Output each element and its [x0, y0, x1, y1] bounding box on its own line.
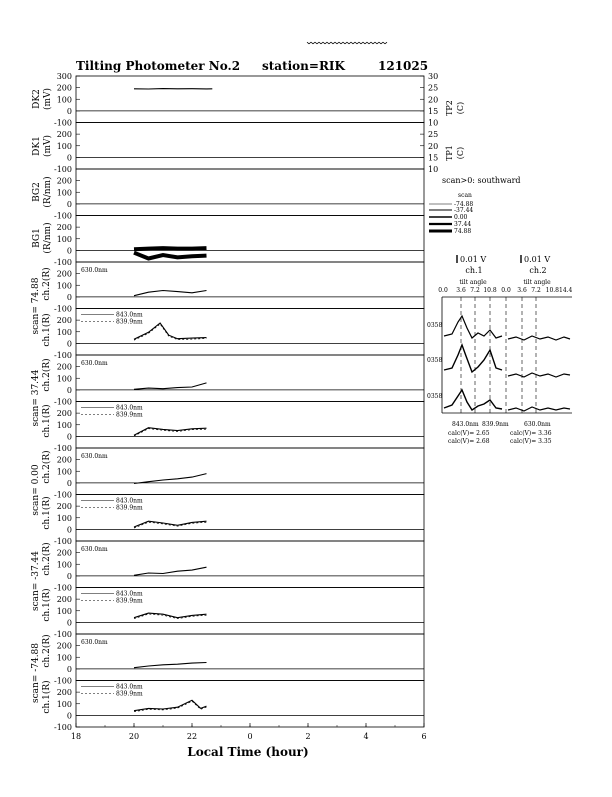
tp1-label: TP1: [445, 145, 454, 161]
ch1-wavelengths-a: 843.0nm: [452, 421, 479, 428]
series-dashed-14-0: [134, 701, 207, 712]
ytick-label-9-4: -100: [54, 491, 72, 500]
panel-frame-13: [76, 634, 424, 681]
ch1-label-4: ch.1(R): [41, 588, 52, 621]
ytick-label-11-3: 0: [67, 572, 72, 581]
temp-tick-label-2-1: 25: [428, 130, 438, 139]
ch1-angle-3: 7.2: [470, 287, 480, 294]
ytick-label-5-3: 0: [67, 293, 72, 302]
temp-tick-label-1-1: 25: [428, 84, 438, 93]
ytick-label-1-3: 0: [67, 107, 72, 116]
ytick-label-13-1: 200: [57, 642, 72, 651]
xtick-label-1: 20: [129, 732, 139, 741]
scan-label-5: scan= -74.88: [31, 643, 41, 703]
temp-tick-label-1-3: 15: [428, 107, 438, 116]
ytick-label-7-3: 0: [67, 386, 72, 395]
dk1-label: DK1: [32, 136, 42, 156]
series-line-10-0: [134, 521, 207, 527]
ch1-angle-1: 0.0: [438, 287, 448, 294]
temp-tick-label-2-4: 10: [428, 165, 438, 174]
ch2-label-2: ch.2(R): [41, 358, 52, 391]
chart-marks: [54, 42, 438, 741]
panel-frame-7: [76, 355, 424, 402]
series-line-8-0: [134, 428, 207, 436]
legend-630-3: 630.0nm: [81, 453, 108, 460]
series-line-13-0: [134, 663, 207, 668]
profile-time-2: 0358: [427, 357, 442, 364]
profile-time-1: 0358: [427, 322, 442, 329]
series-line-7-0: [134, 383, 207, 389]
ch1-label-5: ch.1(R): [41, 680, 52, 713]
series-line-6-0: [134, 323, 207, 339]
bg1-unit: (R/nm): [42, 222, 53, 253]
ytick-label-7-1: 200: [57, 363, 72, 372]
legend-843-1: 843.0nm: [116, 312, 143, 319]
ytick-label-14-2: 100: [57, 700, 72, 709]
xtick-label-3: 0: [247, 732, 252, 741]
ch2-title: ch.2: [529, 266, 546, 275]
ytick-label-6-1: 200: [57, 316, 72, 325]
series-line-4-1: [134, 248, 207, 249]
ytick-label-4-2: 100: [57, 235, 72, 244]
ytick-label-12-4: -100: [54, 630, 72, 639]
legend-630-5: 630.0nm: [81, 639, 108, 646]
legend-839-4: 839.9nm: [116, 598, 143, 605]
date-label: 121025: [378, 59, 428, 73]
series-line-5-0: [134, 291, 207, 296]
ytick-label-6-4: -100: [54, 351, 72, 360]
ytick-label-6-3: 0: [67, 339, 72, 348]
ch1-wavelengths-b: 839.9nm: [482, 421, 509, 428]
station-label: station=RIK: [262, 59, 346, 73]
ytick-label-14-3: 0: [67, 711, 72, 720]
ytick-label-8-4: -100: [54, 444, 72, 453]
series-line-11-0: [134, 567, 207, 575]
ch1-label-1: ch.1(R): [41, 313, 52, 346]
ch1-profile-1: [444, 316, 502, 338]
ytick-label-5-4: -100: [54, 305, 72, 314]
ytick-label-3-1: 200: [57, 177, 72, 186]
temp-tick-label-1-0: 30: [428, 72, 438, 81]
panel-frame-5: [76, 262, 424, 309]
ch2-profile-2: [508, 373, 570, 377]
ytick-label-9-3: 0: [67, 479, 72, 488]
ytick-label-10-3: 0: [67, 525, 72, 534]
legend-839-3: 839.9nm: [116, 505, 143, 512]
scan-label-1: scan= 74.88: [31, 277, 41, 334]
legend-item-2: -37.44: [454, 207, 473, 214]
ch2-tilt-label: tilt angle: [523, 279, 551, 286]
dk2-unit: (mV): [42, 88, 53, 110]
ytick-label-4-4: -100: [54, 258, 72, 267]
tp2-label: TP2: [445, 100, 454, 116]
xtick-label-2: 22: [187, 732, 197, 741]
panel-frame-4: [76, 216, 424, 263]
bg1-label: BG1: [32, 228, 42, 248]
ytick-label-11-4: -100: [54, 584, 72, 593]
ch2-label-5: ch.2(R): [41, 634, 52, 667]
ch2-calc-2: calc(V)= 3.35: [510, 438, 552, 445]
ch2-label-4: ch.2(R): [41, 542, 52, 575]
ytick-label-4-1: 200: [57, 223, 72, 232]
header-trace: [307, 42, 387, 44]
legend-item-1: -74.88: [454, 201, 473, 208]
legend-630-2: 630.0nm: [81, 360, 108, 367]
bg2-label: BG2: [32, 182, 42, 202]
ch2-label-1: ch.2(R): [41, 267, 52, 300]
scan-legend-title: scan: [458, 192, 472, 199]
ytick-label-5-1: 200: [57, 270, 72, 279]
ch1-calc-2: calc(V)= 2.68: [448, 438, 490, 445]
temp-tick-label-2-2: 20: [428, 142, 438, 151]
tilt-profile-panel: [427, 255, 573, 445]
legend-843-5: 843.0nm: [116, 684, 143, 691]
profile-time-3: 0358: [427, 393, 442, 400]
ytick-label-3-2: 100: [57, 188, 72, 197]
ch1-angle-2: 3.6: [456, 287, 466, 294]
tp1-unit: (C): [456, 147, 465, 159]
legend-item-4: 37.44: [454, 221, 471, 228]
panel-frame-2: [76, 123, 424, 170]
ch1-profile-2: [444, 345, 502, 372]
ch2-profile-1: [508, 336, 570, 340]
series-line-4-0: [134, 253, 207, 259]
ch2-wavelength: 630.0nm: [524, 421, 551, 428]
legend-630-4: 630.0nm: [81, 546, 108, 553]
ch2-angle-1: 0.0: [501, 287, 511, 294]
ch2-calc-1: calc(V)= 3.36: [510, 430, 552, 437]
ch2-label-3: ch.2(R): [41, 450, 52, 483]
xtick-label-0: 18: [71, 732, 81, 741]
chart-title: Tilting Photometer No.2: [76, 59, 240, 73]
legend-839-1: 839.9nm: [116, 319, 143, 326]
ytick-label-11-2: 100: [57, 560, 72, 569]
ytick-label-10-2: 100: [57, 514, 72, 523]
ytick-label-3-3: 0: [67, 200, 72, 209]
ytick-label-11-1: 200: [57, 549, 72, 558]
ytick-label-14-4: -100: [54, 723, 72, 732]
tp2-unit: (C): [456, 102, 465, 114]
ytick-label-9-1: 200: [57, 456, 72, 465]
scan-direction-note: scan>0: southward: [442, 176, 521, 185]
ytick-label-10-1: 200: [57, 502, 72, 511]
ytick-label-7-2: 100: [57, 374, 72, 383]
scan-legend: [429, 201, 473, 235]
ytick-label-14-1: 200: [57, 688, 72, 697]
ytick-label-9-2: 100: [57, 467, 72, 476]
legend-item-5: 74.88: [454, 228, 471, 235]
ytick-label-12-1: 200: [57, 595, 72, 604]
dk2-label: DK2: [32, 89, 42, 109]
ch2-angle-2: 3.6: [517, 287, 527, 294]
xtick-label-5: 4: [363, 732, 368, 741]
legend-839-5: 839.9nm: [116, 691, 143, 698]
ch1-title: ch.1: [465, 266, 482, 275]
ytick-label-12-2: 100: [57, 607, 72, 616]
ch1-label-3: ch.1(R): [41, 496, 52, 529]
ch2-angle-4: 10.814.4: [546, 287, 573, 294]
temp-tick-label-1-4: 10: [428, 119, 438, 128]
ytick-label-2-4: -100: [54, 165, 72, 174]
ch1-angle-4: 10.8: [483, 287, 497, 294]
ytick-label-2-1: 200: [57, 130, 72, 139]
legend-843-3: 843.0nm: [116, 498, 143, 505]
ytick-label-8-1: 200: [57, 409, 72, 418]
ytick-label-2-3: 0: [67, 153, 72, 162]
ch2-scale: 0.01 V: [524, 255, 550, 264]
ch2-angle-3: 7.2: [531, 287, 541, 294]
panel-labels: [31, 88, 53, 714]
scan-label-3: scan= 0.00: [31, 464, 41, 516]
xtick-label-6: 6: [421, 732, 426, 741]
bg2-unit: (R/nm): [42, 176, 53, 207]
x-axis-title: Local Time (hour): [187, 745, 308, 759]
series-line-9-0: [134, 474, 207, 484]
ytick-label-5-2: 100: [57, 281, 72, 290]
legend-item-3: 0.00: [454, 214, 468, 221]
ytick-label-4-3: 0: [67, 246, 72, 255]
scan-label-2: scan= 37.44: [31, 369, 41, 426]
scan-label-4: scan= -37.44: [31, 551, 41, 611]
ytick-label-8-3: 0: [67, 432, 72, 441]
legend-843-4: 843.0nm: [116, 591, 143, 598]
panel-frame-9: [76, 448, 424, 495]
ytick-label-13-2: 100: [57, 653, 72, 662]
ytick-label-1-0: 300: [57, 72, 72, 81]
ytick-label-2-2: 100: [57, 142, 72, 151]
ytick-label-8-2: 100: [57, 421, 72, 430]
temp-tick-label-1-2: 20: [428, 95, 438, 104]
ytick-label-1-4: -100: [54, 119, 72, 128]
temp-tick-label-2-3: 15: [428, 153, 438, 162]
xtick-label-4: 2: [305, 732, 310, 741]
ch1-scale: 0.01 V: [460, 255, 486, 264]
ytick-label-3-4: -100: [54, 212, 72, 221]
ytick-label-13-3: 0: [67, 665, 72, 674]
ch2-profile-3: [508, 407, 570, 411]
ytick-label-6-2: 100: [57, 328, 72, 337]
ch1-profile-3: [444, 390, 502, 410]
legend-839-2: 839.9nm: [116, 412, 143, 419]
ch1-calc-1: calc(V)= 2.65: [448, 430, 490, 437]
ch1-tilt-label: tilt angle: [459, 279, 487, 286]
ytick-label-13-4: -100: [54, 677, 72, 686]
ytick-label-12-3: 0: [67, 618, 72, 627]
panel-frame-11: [76, 541, 424, 588]
ytick-label-1-1: 200: [57, 84, 72, 93]
legend-843-2: 843.0nm: [116, 405, 143, 412]
ytick-label-1-2: 100: [57, 95, 72, 104]
panel-frame-3: [76, 169, 424, 216]
ytick-label-7-4: -100: [54, 398, 72, 407]
legend-630-1: 630.0nm: [81, 267, 108, 274]
panel-frame-1: [76, 76, 424, 123]
dk1-unit: (mV): [42, 135, 53, 157]
ytick-label-10-4: -100: [54, 537, 72, 546]
ch1-label-2: ch.1(R): [41, 404, 52, 437]
